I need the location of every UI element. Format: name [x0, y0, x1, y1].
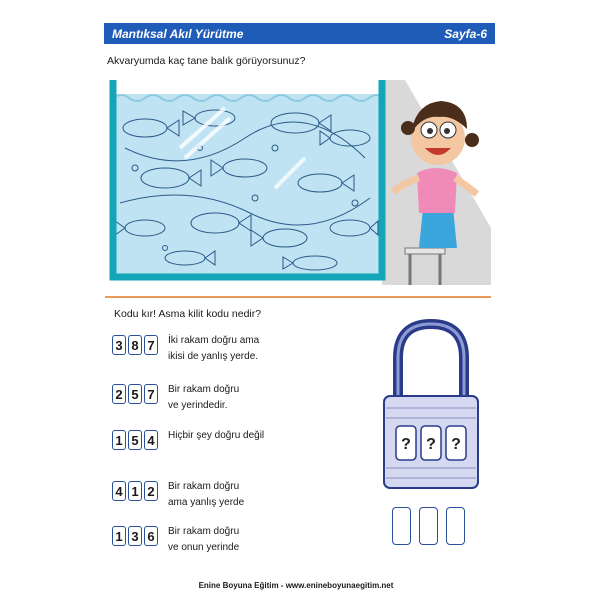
padlock-shackle — [398, 324, 464, 398]
page-header — [104, 23, 495, 44]
question-fish: Akvaryumda kaç tane balık görüyorsunuz? — [107, 55, 306, 67]
answer-box-3[interactable] — [446, 507, 465, 545]
digit-box: 1 — [112, 526, 126, 546]
clue-text: Bir rakam doğru ama yanlış yerde — [168, 481, 245, 508]
page-title: Mantıksal Akıl Yürütme — [112, 26, 244, 41]
clue-3 — [112, 430, 264, 450]
clue-5 — [112, 526, 239, 556]
digit-box: 4 — [112, 481, 126, 501]
question-lock: Kodu kır! Asma kilit kodu nedir? — [114, 308, 262, 320]
clue-1 — [112, 335, 259, 365]
digit-box: 2 — [144, 481, 158, 501]
answer-box-1[interactable] — [392, 507, 411, 545]
answer-box-2[interactable] — [419, 507, 438, 545]
clue-text: Hiçbir şey doğru değil — [168, 430, 265, 441]
page-footer: Enine Boyuna Eğitim - www.enineboyunaegitim.net — [198, 581, 394, 590]
clue-text: Bir rakam doğru ve onun yerinde — [168, 526, 240, 553]
digit-box: 7 — [144, 335, 158, 355]
digit-box: 5 — [128, 430, 142, 450]
digit-box: 3 — [128, 526, 142, 546]
lock-slot-3: ? — [451, 436, 461, 453]
clue-text: Bir rakam doğru ve yerindedir. — [168, 384, 240, 411]
digit-box: 1 — [128, 481, 142, 501]
digit-box: 5 — [128, 384, 142, 404]
digit-box: 1 — [112, 430, 126, 450]
aquarium-illustration — [105, 78, 491, 285]
answer-boxes — [392, 507, 465, 545]
padlock-illustration — [376, 318, 486, 498]
lock-slot-1: ? — [401, 436, 411, 453]
clue-4 — [112, 481, 244, 511]
clue-text: İki rakam doğru ama ikisi de yanlış yerde. — [168, 335, 260, 362]
lock-slot-2: ? — [426, 436, 436, 453]
digit-box: 7 — [144, 384, 158, 404]
digit-box: 6 — [144, 526, 158, 546]
page-number: Sayfa-6 — [444, 26, 487, 41]
digit-box: 3 — [112, 335, 126, 355]
section-divider — [105, 296, 491, 298]
digit-box: 8 — [128, 335, 142, 355]
clue-2 — [112, 384, 239, 414]
digit-box: 2 — [112, 384, 126, 404]
digit-box: 4 — [144, 430, 158, 450]
